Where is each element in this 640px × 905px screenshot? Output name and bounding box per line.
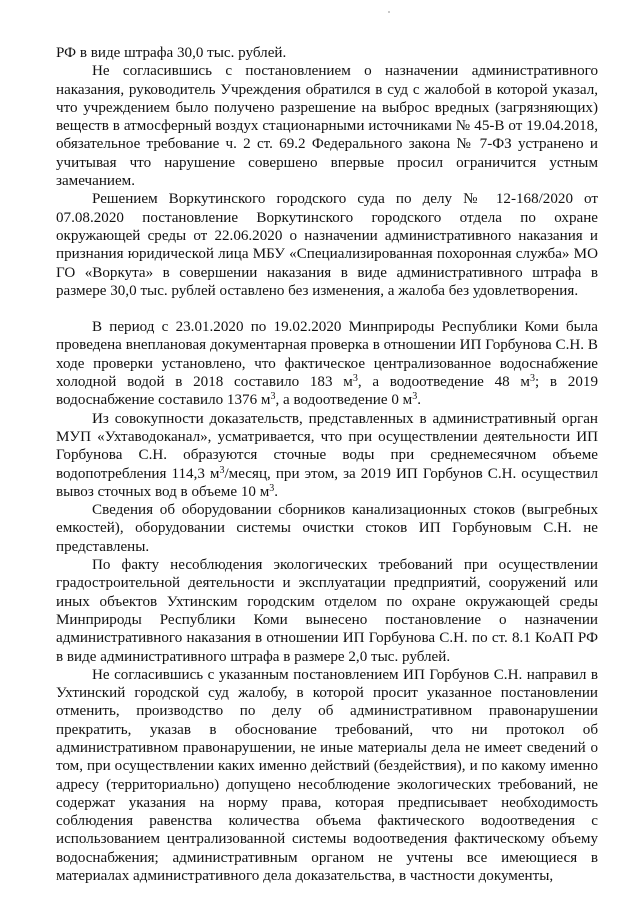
text-run: РФ в виде штрафа 30,0 тыс. рублей. bbox=[56, 45, 287, 61]
text-run: . bbox=[274, 483, 279, 500]
superscript: 3 bbox=[352, 373, 358, 385]
paragraph bbox=[56, 44, 598, 62]
paragraph bbox=[56, 666, 598, 886]
text-run: ; в 2019 водоснабжение составило 1376 м bbox=[56, 374, 598, 409]
text-run: В период с 23.01.2020 по 19.02.2020 Минприроды Республики Коми была проведена внеплановая документарная проверка в отношении ИП Горбунова С.Н. В ходе проверки установлено, что фактическое централизованное водоснабжение холодной водой в 2018 составило 183 м bbox=[56, 319, 598, 391]
scan-speck bbox=[388, 11, 390, 13]
paragraph bbox=[56, 62, 598, 190]
text-run: Не согласившись с указанным постановлением ИП Горбунов С.Н. направил в Ухтинский городской суд жалобу, в которой просит указанное постановлении отменить, производство по делу об административном правонарушении прекратить, указав в обоснование требований, что ни протокол об административном правонарушении, не иные материалы дела не имеет сведений о том, при осуществлении каких именно действий (бездействия), и по какому именно адресу (территориально) допущено несоблюдение экологических требований, не содержат указания на норму права, которая предписывает необходимость соблюдения равенства количества объема фактического водоотведения с использованием централизованной системы водоотведения фактическому объему водоснабжения; административным органом не учтены все имеющиеся в материалах административного дела доказательства, в частности документы, bbox=[56, 666, 598, 885]
text-run: Сведения об оборудовании сборников канализационных стоков (выгребных емкостей), оборудовании системы очистки стоков ИП Горбуновым С.Н. не представлены. bbox=[56, 502, 598, 555]
paragraph bbox=[56, 190, 598, 300]
document-body bbox=[56, 44, 598, 885]
paragraph bbox=[56, 501, 598, 556]
text-run: Решением Воркутинского городского суда по делу № 12-168/2020 от 07.08.2020 постановление Воркутинского городского отдела по охране окружающей среды от 22.06.2020 о назначении административного наказания и признания юридической лица МБУ «Специализированная похоронная служба» МО ГО «Воркута» в совершении наказания в виде административного штрафа в размере 30,0 тыс. рублей оставлено без изменения, а жалоба без удовлетворения. bbox=[56, 191, 598, 299]
superscript: 3 bbox=[412, 391, 418, 403]
paragraph bbox=[56, 318, 598, 409]
text-run: , а водоотведение 48 м bbox=[357, 374, 530, 391]
text-run: , а водоотведение 0 м bbox=[275, 392, 413, 409]
superscript: 3 bbox=[270, 391, 276, 403]
text-run: По факту несоблюдения экологических требований при осуществлении градостроительной деятельности и эксплуатации предприятий, сооружений или иных объектов Ухтинским городским отделом по охране окружающей среды Минприроды Республики Коми вынесено постановление о назначении административного наказания в отношении ИП Горбунова С.Н. по ст. 8.1 КоАП РФ в виде административного штрафа в размере 2,0 тыс. рублей. bbox=[56, 557, 598, 665]
superscript: 3 bbox=[269, 482, 275, 494]
paragraph bbox=[56, 556, 598, 666]
superscript: 3 bbox=[219, 464, 225, 476]
text-run: . bbox=[417, 392, 421, 409]
text-run: /месяц, при этом, за 2019 ИП Горбунов С.Н. осуществил вывоз сточных вод в объеме 10 м bbox=[56, 465, 599, 500]
text-run: Не согласившись с постановлением о назначении административного наказания, руководитель Учреждения обратился в суд с жалобой в которой указал, что учреждением было получено разрешение на выброс вредных (загрязняющих) веществ в атмосферный воздух стационарными источниками № 45-В от 19.04.2018, обязательное требование ч. 2 ст. 69.2 Федерального закона № 7-ФЗ устранено и учитывая что нарушение совершено впервые просил ограничится устным замечанием. bbox=[56, 63, 598, 190]
paragraph bbox=[56, 410, 598, 501]
superscript: 3 bbox=[530, 373, 535, 385]
text-run: Из совокупности доказательств, представленных в административный орган МУП «Ухтаводоканал», усматривается, что при осуществлении деятельности ИП Горбунова С.Н. образуются сточные воды при среднемесячном объеме водопотребления 114,3 м bbox=[56, 410, 598, 482]
